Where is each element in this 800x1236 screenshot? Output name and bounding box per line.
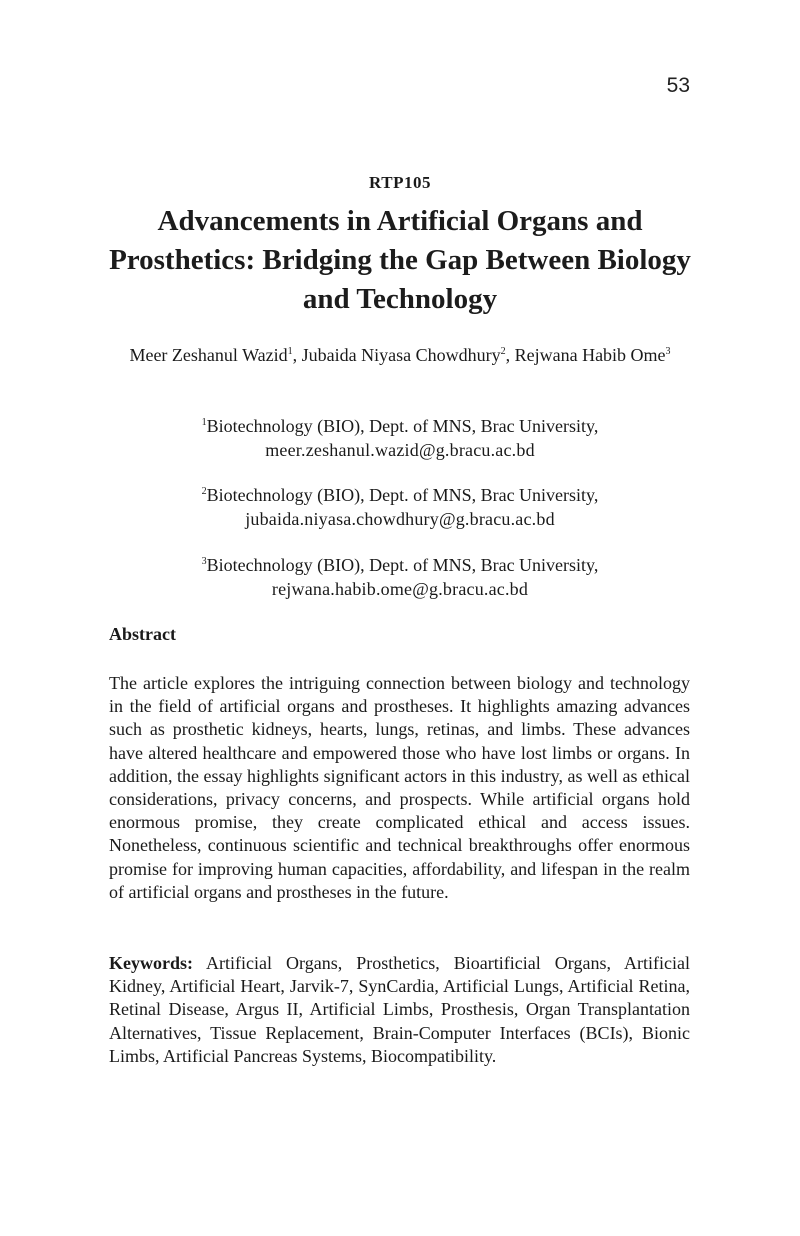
author-email: jubaida.niyasa.chowdhury@g.bracu.ac.bd (245, 509, 555, 529)
author-affiliation-mark: 3 (665, 346, 671, 357)
author-name: Meer Zeshanul Wazid (129, 345, 288, 365)
author-name: Rejwana Habib Ome (514, 345, 666, 365)
abstract-body: The article explores the intriguing connection between biology and technology in the field of artificial organs and prostheses. It highlights amazing advances such as prosthetic kidneys, hearts, lungs, retinas, and limbs. These advances have altered healthcare and empowered those who have lost limbs or organs. In addition, the essay highlights significant actors in this industry, as well as ethical considerations, privacy concerns, and prospects. While artificial organs hold enormous promise, they create complicated ethical and access issues. Nonetheless, continuous scientific and technical breakthroughs offer enormous promise for improving human capacities, affordability, and lifespan in the realm of artificial organs and prostheses in the future. (109, 673, 690, 902)
author-affiliation-mark: 2 (500, 346, 506, 357)
author-separator: , (505, 345, 515, 365)
affiliation-mark: 3 (201, 556, 207, 567)
affiliation-block (100, 483, 700, 531)
page-number: 53 (666, 74, 690, 97)
abstract-heading: Abstract (109, 624, 176, 644)
author-list (100, 344, 700, 367)
author-affiliation-mark: 1 (287, 346, 293, 357)
affiliation-block (100, 414, 700, 462)
affiliation-mark: 1 (201, 417, 207, 428)
paper-code: RTP105 (369, 173, 431, 192)
affiliation-text: Biotechnology (BIO), Dept. of MNS, Brac University, (206, 416, 599, 436)
author-name: Jubaida Niyasa Chowdhury (301, 345, 501, 365)
affiliation-text: Biotechnology (BIO), Dept. of MNS, Brac University, (206, 555, 599, 575)
author-separator: , (292, 345, 302, 365)
affiliation-block (100, 553, 700, 601)
keywords-list: Artificial Organs, Prosthetics, Bioartificial Organs, Artificial Kidney, Artificial Heart, Jarvik-7, SynCardia, Artificial Lungs, Artificial Retina, Retinal Disease, Argus II, Artificial Limbs, Prosthesis, Organ Transplantation Alternatives, Tissue Replacement, Brain-Computer Interfaces (BCIs), Bionic Limbs, Artificial Pancreas Systems, Biocompatibility. (109, 953, 690, 1066)
author-email: meer.zeshanul.wazid@g.bracu.ac.bd (265, 440, 535, 460)
affiliation-text: Biotechnology (BIO), Dept. of MNS, Brac University, (206, 485, 599, 505)
affiliation-mark: 2 (201, 486, 207, 497)
keywords-paragraph (109, 952, 690, 1068)
paper-title: Advancements in Artificial Organs and Prosthetics: Bridging the Gap Between Biology and Technology (109, 205, 691, 315)
keywords-label: Keywords: (109, 953, 193, 973)
author-email: rejwana.habib.ome@g.bracu.ac.bd (271, 579, 529, 599)
